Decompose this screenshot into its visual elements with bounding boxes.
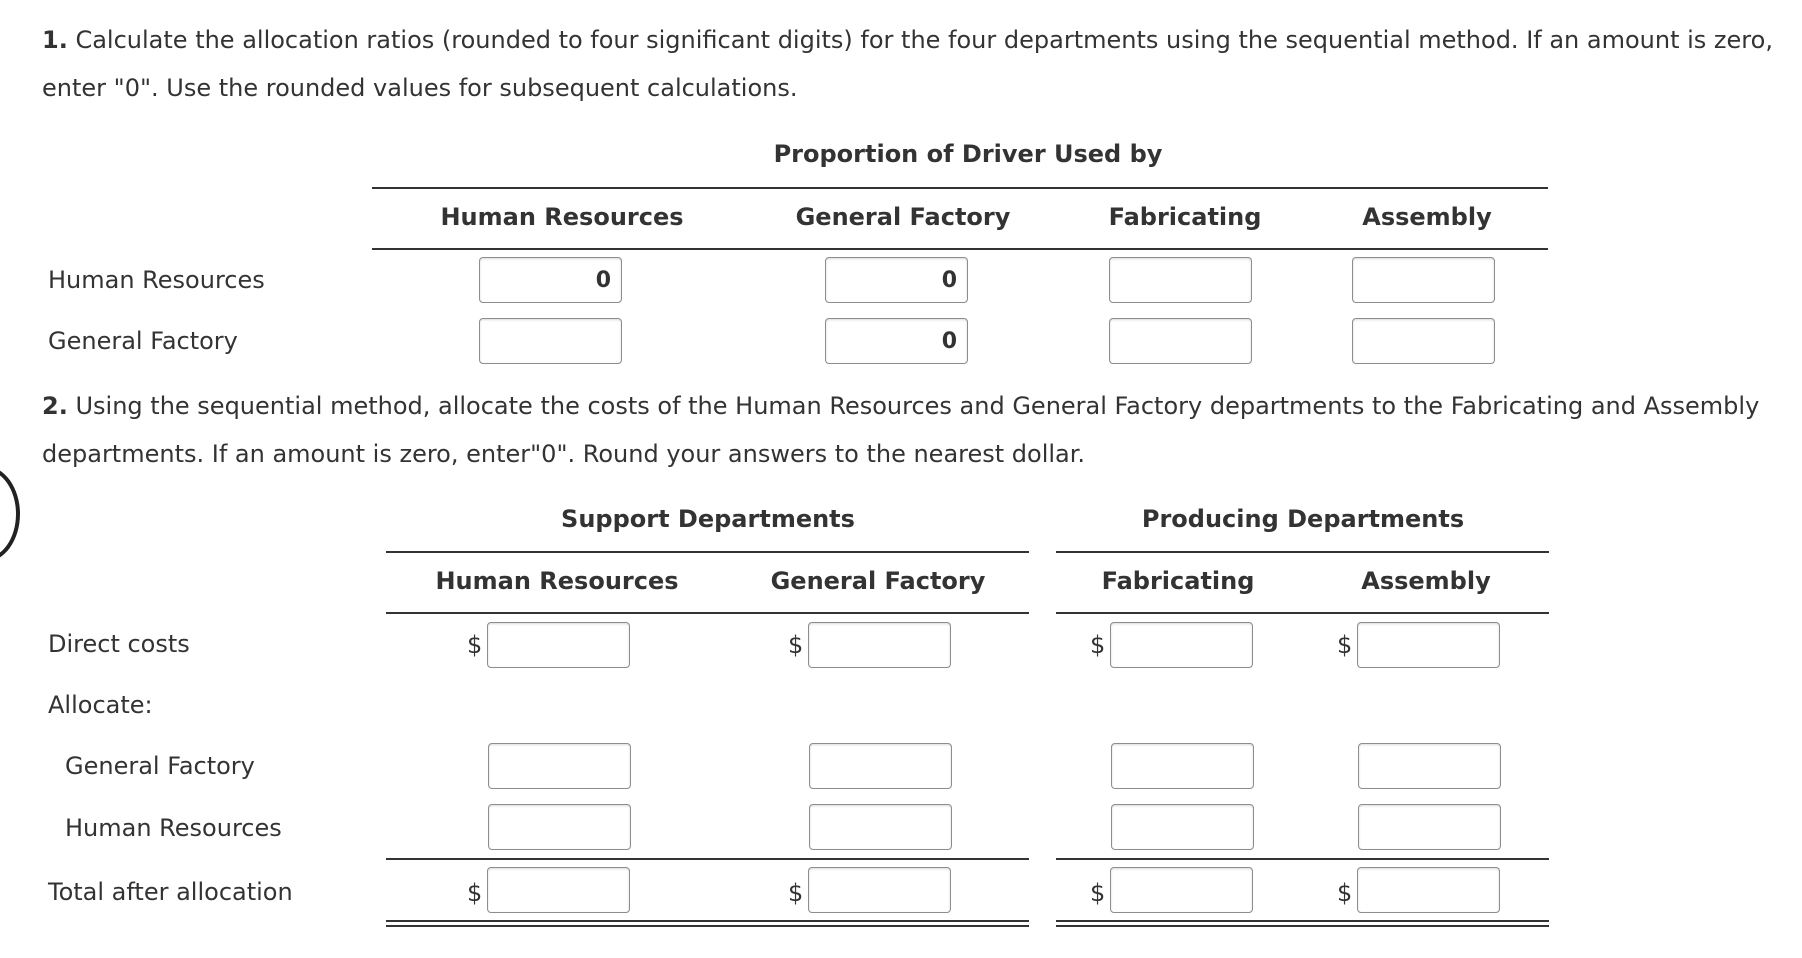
question-1-text xyxy=(42,16,1782,112)
t2-alloc-gf-fabricating-input[interactable] xyxy=(1111,743,1254,789)
t1-gf-to-assembly-input[interactable] xyxy=(1352,318,1495,364)
t2-col-human-resources: Human Resources xyxy=(435,567,679,595)
question-1-body: Calculate the allocation ratios (rounded to four significant digits) for the four departments using the sequential method. If an amount is zero, enter "0". Use the rounded values for subsequent calculations. xyxy=(42,26,1773,102)
t2-alloc-gf-hr-input[interactable] xyxy=(488,743,631,789)
dollar-sign: $ xyxy=(788,879,804,907)
dollar-sign: $ xyxy=(1090,879,1106,907)
t2-col-fabricating: Fabricating xyxy=(1101,567,1255,595)
t2-support-top-rule xyxy=(386,551,1029,553)
t1-gf-to-hr-input[interactable] xyxy=(479,318,622,364)
t2-row-label-total: Total after allocation xyxy=(48,878,293,906)
question-2-body: Using the sequential method, allocate the costs of the Human Resources and General Factory departments to the Fabricating and Assembly departments. If an amount is zero, enter"0". Round your answers to the nearest dollar. xyxy=(42,392,1760,468)
t2-total-hr-input[interactable] xyxy=(487,867,630,913)
t1-hr-to-gf-input[interactable] xyxy=(825,257,968,303)
question-1-number: 1. xyxy=(42,26,68,54)
t2-alloc-gf-assembly-input[interactable] xyxy=(1358,743,1501,789)
t2-row-label-human-resources: Human Resources xyxy=(65,814,282,842)
t1-gf-to-gf-input[interactable] xyxy=(825,318,968,364)
t1-col-fabricating: Fabricating xyxy=(1108,203,1262,231)
t2-row-label-direct-costs: Direct costs xyxy=(48,630,190,658)
t2-alloc-hr-hr-input[interactable] xyxy=(488,804,631,850)
t2-producing-double-rule xyxy=(1056,920,1549,927)
table-1-title: Proportion of Driver Used by xyxy=(773,140,1163,168)
t2-group-support: Support Departments xyxy=(561,505,855,533)
t1-row-label-human-resources: Human Resources xyxy=(48,266,265,294)
t2-direct-costs-fabricating-input[interactable] xyxy=(1110,622,1253,668)
table-1-header-rule xyxy=(372,248,1548,250)
t1-hr-to-assembly-input[interactable] xyxy=(1352,257,1495,303)
t2-alloc-hr-gf-input[interactable] xyxy=(809,804,952,850)
t1-col-assembly: Assembly xyxy=(1362,203,1492,231)
question-2-number: 2. xyxy=(42,392,68,420)
dollar-sign: $ xyxy=(467,879,483,907)
dollar-sign: $ xyxy=(788,631,804,659)
t1-hr-to-hr-input[interactable] xyxy=(479,257,622,303)
t2-support-total-rule xyxy=(386,858,1029,860)
t2-alloc-gf-gf-input[interactable] xyxy=(809,743,952,789)
dollar-sign: $ xyxy=(1090,631,1106,659)
t2-total-fabricating-input[interactable] xyxy=(1110,867,1253,913)
t2-producing-top-rule xyxy=(1056,551,1549,553)
t1-gf-to-fabricating-input[interactable] xyxy=(1109,318,1252,364)
table-1-top-rule xyxy=(372,187,1548,189)
t2-support-header-rule xyxy=(386,612,1029,614)
t2-row-label-general-factory: General Factory xyxy=(65,752,255,780)
circle-marker-icon xyxy=(0,466,20,562)
t2-alloc-hr-fabricating-input[interactable] xyxy=(1111,804,1254,850)
t1-row-label-general-factory: General Factory xyxy=(48,327,238,355)
t2-row-label-allocate: Allocate: xyxy=(48,691,153,719)
dollar-sign: $ xyxy=(1337,879,1353,907)
t2-producing-total-rule xyxy=(1056,858,1549,860)
t1-hr-to-fabricating-input[interactable] xyxy=(1109,257,1252,303)
t2-direct-costs-gf-input[interactable] xyxy=(808,622,951,668)
t2-group-producing: Producing Departments xyxy=(1141,505,1465,533)
t2-col-assembly: Assembly xyxy=(1361,567,1491,595)
t2-direct-costs-hr-input[interactable] xyxy=(487,622,630,668)
dollar-sign: $ xyxy=(1337,631,1353,659)
t2-col-general-factory: General Factory xyxy=(770,567,986,595)
t1-col-general-factory: General Factory xyxy=(795,203,1011,231)
t2-total-gf-input[interactable] xyxy=(808,867,951,913)
dollar-sign: $ xyxy=(467,631,483,659)
t2-producing-header-rule xyxy=(1056,612,1549,614)
t2-total-assembly-input[interactable] xyxy=(1357,867,1500,913)
t2-alloc-hr-assembly-input[interactable] xyxy=(1358,804,1501,850)
t2-support-double-rule xyxy=(386,920,1029,927)
t1-col-human-resources: Human Resources xyxy=(440,203,684,231)
question-2-text xyxy=(42,382,1782,478)
t2-direct-costs-assembly-input[interactable] xyxy=(1357,622,1500,668)
